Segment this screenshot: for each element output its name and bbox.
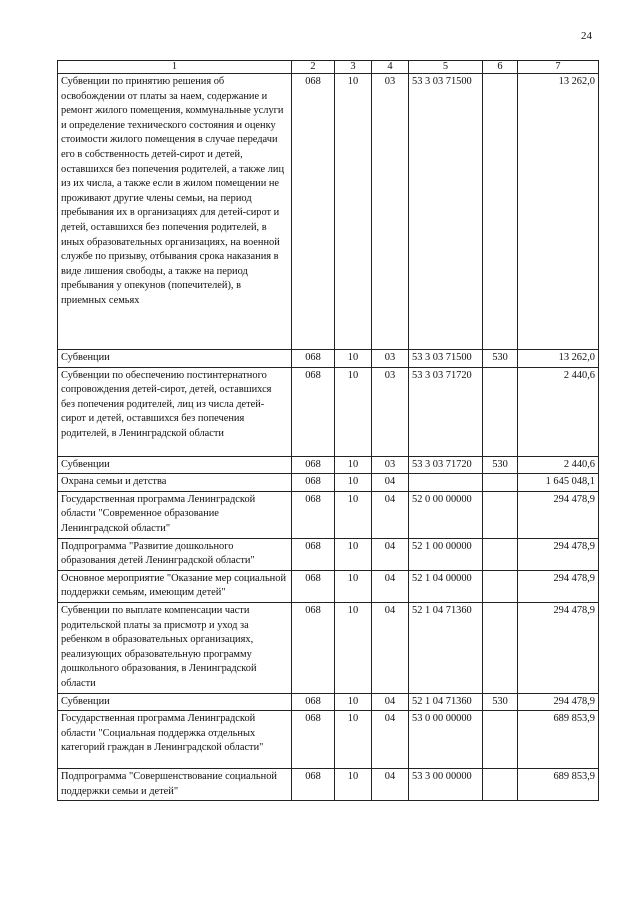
row-name: Государственная программа Ленинградской области "Социальная поддержка отдельных категорий граждан в Ленинградской области" <box>58 711 292 769</box>
cell-expense-type <box>483 602 518 693</box>
cell-amount: 294 478,9 <box>518 491 599 538</box>
cell-target-code: 53 0 00 00000 <box>409 711 483 769</box>
cell-expense-type <box>483 74 518 350</box>
cell-amount: 13 262,0 <box>518 350 599 368</box>
cell-code: 068 <box>292 602 335 693</box>
cell-expense-type <box>483 367 518 456</box>
cell-subsection: 04 <box>372 693 409 711</box>
cell-subsection: 03 <box>372 350 409 368</box>
cell-code: 068 <box>292 769 335 801</box>
table-row <box>58 74 599 350</box>
cell-subsection: 04 <box>372 711 409 769</box>
row-name: Субвенции по принятию решения об освобождении от платы за наем, содержание и ремонт жилого помещения, коммунальные услуги и определение технического состояния и оценку стоимости жилого помещения в случае передачи его в собственность детей-сирот и детей, оставшихся без попечения родителей, а также лиц из их числа, а также если в жилом помещении не проживают другие члены семьи, на период пребывания их в организациях для детей-сирот и детей, оставшихся без попечения родителей, в иных образовательных организациях, на военной службе по призыву, отбывания срока наказания в виде лишения свободы, а также на период пребывания у опекунов (попечителей), в приемных семьях <box>58 74 292 350</box>
cell-subsection: 04 <box>372 602 409 693</box>
cell-target-code: 53 3 03 71720 <box>409 456 483 474</box>
column-header: 7 <box>518 61 599 74</box>
column-header: 1 <box>58 61 292 74</box>
cell-target-code <box>409 474 483 492</box>
cell-target-code: 52 0 00 00000 <box>409 491 483 538</box>
table-row <box>58 350 599 368</box>
row-name: Субвенции по обеспечению постинтернатного сопровождения детей-сирот, детей, оставшихся без попечения родителей, лиц из числа детей-сирот и детей, оставшихся без попечения родителей, в Ленинградской области <box>58 367 292 456</box>
cell-expense-type <box>483 711 518 769</box>
column-header: 2 <box>292 61 335 74</box>
cell-amount: 13 262,0 <box>518 74 599 350</box>
row-name: Субвенции <box>58 456 292 474</box>
cell-amount: 2 440,6 <box>518 367 599 456</box>
cell-code: 068 <box>292 456 335 474</box>
row-name: Субвенции <box>58 693 292 711</box>
cell-code: 068 <box>292 538 335 570</box>
cell-code: 068 <box>292 474 335 492</box>
cell-subsection: 04 <box>372 769 409 801</box>
row-name: Охрана семьи и детства <box>58 474 292 492</box>
cell-target-code: 52 1 00 00000 <box>409 538 483 570</box>
cell-expense-type: 530 <box>483 456 518 474</box>
table-row <box>58 693 599 711</box>
cell-amount: 294 478,9 <box>518 570 599 602</box>
cell-expense-type <box>483 474 518 492</box>
cell-section: 10 <box>335 570 372 602</box>
row-name: Государственная программа Ленинградской области "Современное образование Ленинградской области" <box>58 491 292 538</box>
cell-target-code: 53 3 00 00000 <box>409 769 483 801</box>
page-number: 24 <box>581 30 592 42</box>
cell-section: 10 <box>335 456 372 474</box>
cell-target-code: 53 3 03 71720 <box>409 367 483 456</box>
column-header: 4 <box>372 61 409 74</box>
cell-section: 10 <box>335 491 372 538</box>
cell-target-code: 53 3 03 71500 <box>409 74 483 350</box>
cell-code: 068 <box>292 711 335 769</box>
cell-code: 068 <box>292 74 335 350</box>
cell-subsection: 04 <box>372 570 409 602</box>
cell-target-code: 52 1 04 00000 <box>409 570 483 602</box>
cell-subsection: 04 <box>372 491 409 538</box>
budget-table <box>57 60 599 801</box>
cell-target-code: 52 1 04 71360 <box>409 693 483 711</box>
table-row <box>58 769 599 801</box>
table-row <box>58 602 599 693</box>
cell-code: 068 <box>292 367 335 456</box>
table-row <box>58 711 599 769</box>
cell-expense-type: 530 <box>483 350 518 368</box>
column-header: 6 <box>483 61 518 74</box>
column-header: 5 <box>409 61 483 74</box>
column-header: 3 <box>335 61 372 74</box>
cell-amount: 294 478,9 <box>518 602 599 693</box>
cell-amount: 294 478,9 <box>518 693 599 711</box>
cell-amount: 294 478,9 <box>518 538 599 570</box>
cell-expense-type <box>483 491 518 538</box>
table-row <box>58 456 599 474</box>
cell-section: 10 <box>335 769 372 801</box>
cell-subsection: 03 <box>372 456 409 474</box>
cell-amount: 1 645 048,1 <box>518 474 599 492</box>
cell-section: 10 <box>335 538 372 570</box>
cell-section: 10 <box>335 74 372 350</box>
table-row <box>58 570 599 602</box>
cell-code: 068 <box>292 693 335 711</box>
row-name: Подпрограмма "Развитие дошкольного образования детей Ленинградской области" <box>58 538 292 570</box>
cell-target-code: 52 1 04 71360 <box>409 602 483 693</box>
cell-section: 10 <box>335 474 372 492</box>
cell-section: 10 <box>335 693 372 711</box>
table-row <box>58 367 599 456</box>
cell-expense-type <box>483 538 518 570</box>
cell-subsection: 04 <box>372 474 409 492</box>
row-name: Подпрограмма "Совершенствование социальной поддержки семьи и детей" <box>58 769 292 801</box>
cell-subsection: 03 <box>372 74 409 350</box>
cell-section: 10 <box>335 350 372 368</box>
row-name: Субвенции по выплате компенсации части родительской платы за присмотр и уход за ребенком в образовательных организациях, реализующих образовательную программу дошкольного образования, в Ленинградской области <box>58 602 292 693</box>
table-row <box>58 474 599 492</box>
row-name: Основное мероприятие "Оказание мер социальной поддержки семьям, имеющим детей" <box>58 570 292 602</box>
cell-expense-type <box>483 570 518 602</box>
cell-amount: 689 853,9 <box>518 711 599 769</box>
cell-section: 10 <box>335 602 372 693</box>
cell-amount: 2 440,6 <box>518 456 599 474</box>
cell-code: 068 <box>292 491 335 538</box>
cell-expense-type <box>483 769 518 801</box>
cell-subsection: 04 <box>372 538 409 570</box>
table-row <box>58 538 599 570</box>
cell-code: 068 <box>292 350 335 368</box>
cell-section: 10 <box>335 711 372 769</box>
cell-section: 10 <box>335 367 372 456</box>
cell-subsection: 03 <box>372 367 409 456</box>
cell-expense-type: 530 <box>483 693 518 711</box>
column-number-row <box>58 61 599 74</box>
cell-target-code: 53 3 03 71500 <box>409 350 483 368</box>
cell-amount: 689 853,9 <box>518 769 599 801</box>
row-name: Субвенции <box>58 350 292 368</box>
table-row <box>58 491 599 538</box>
cell-code: 068 <box>292 570 335 602</box>
